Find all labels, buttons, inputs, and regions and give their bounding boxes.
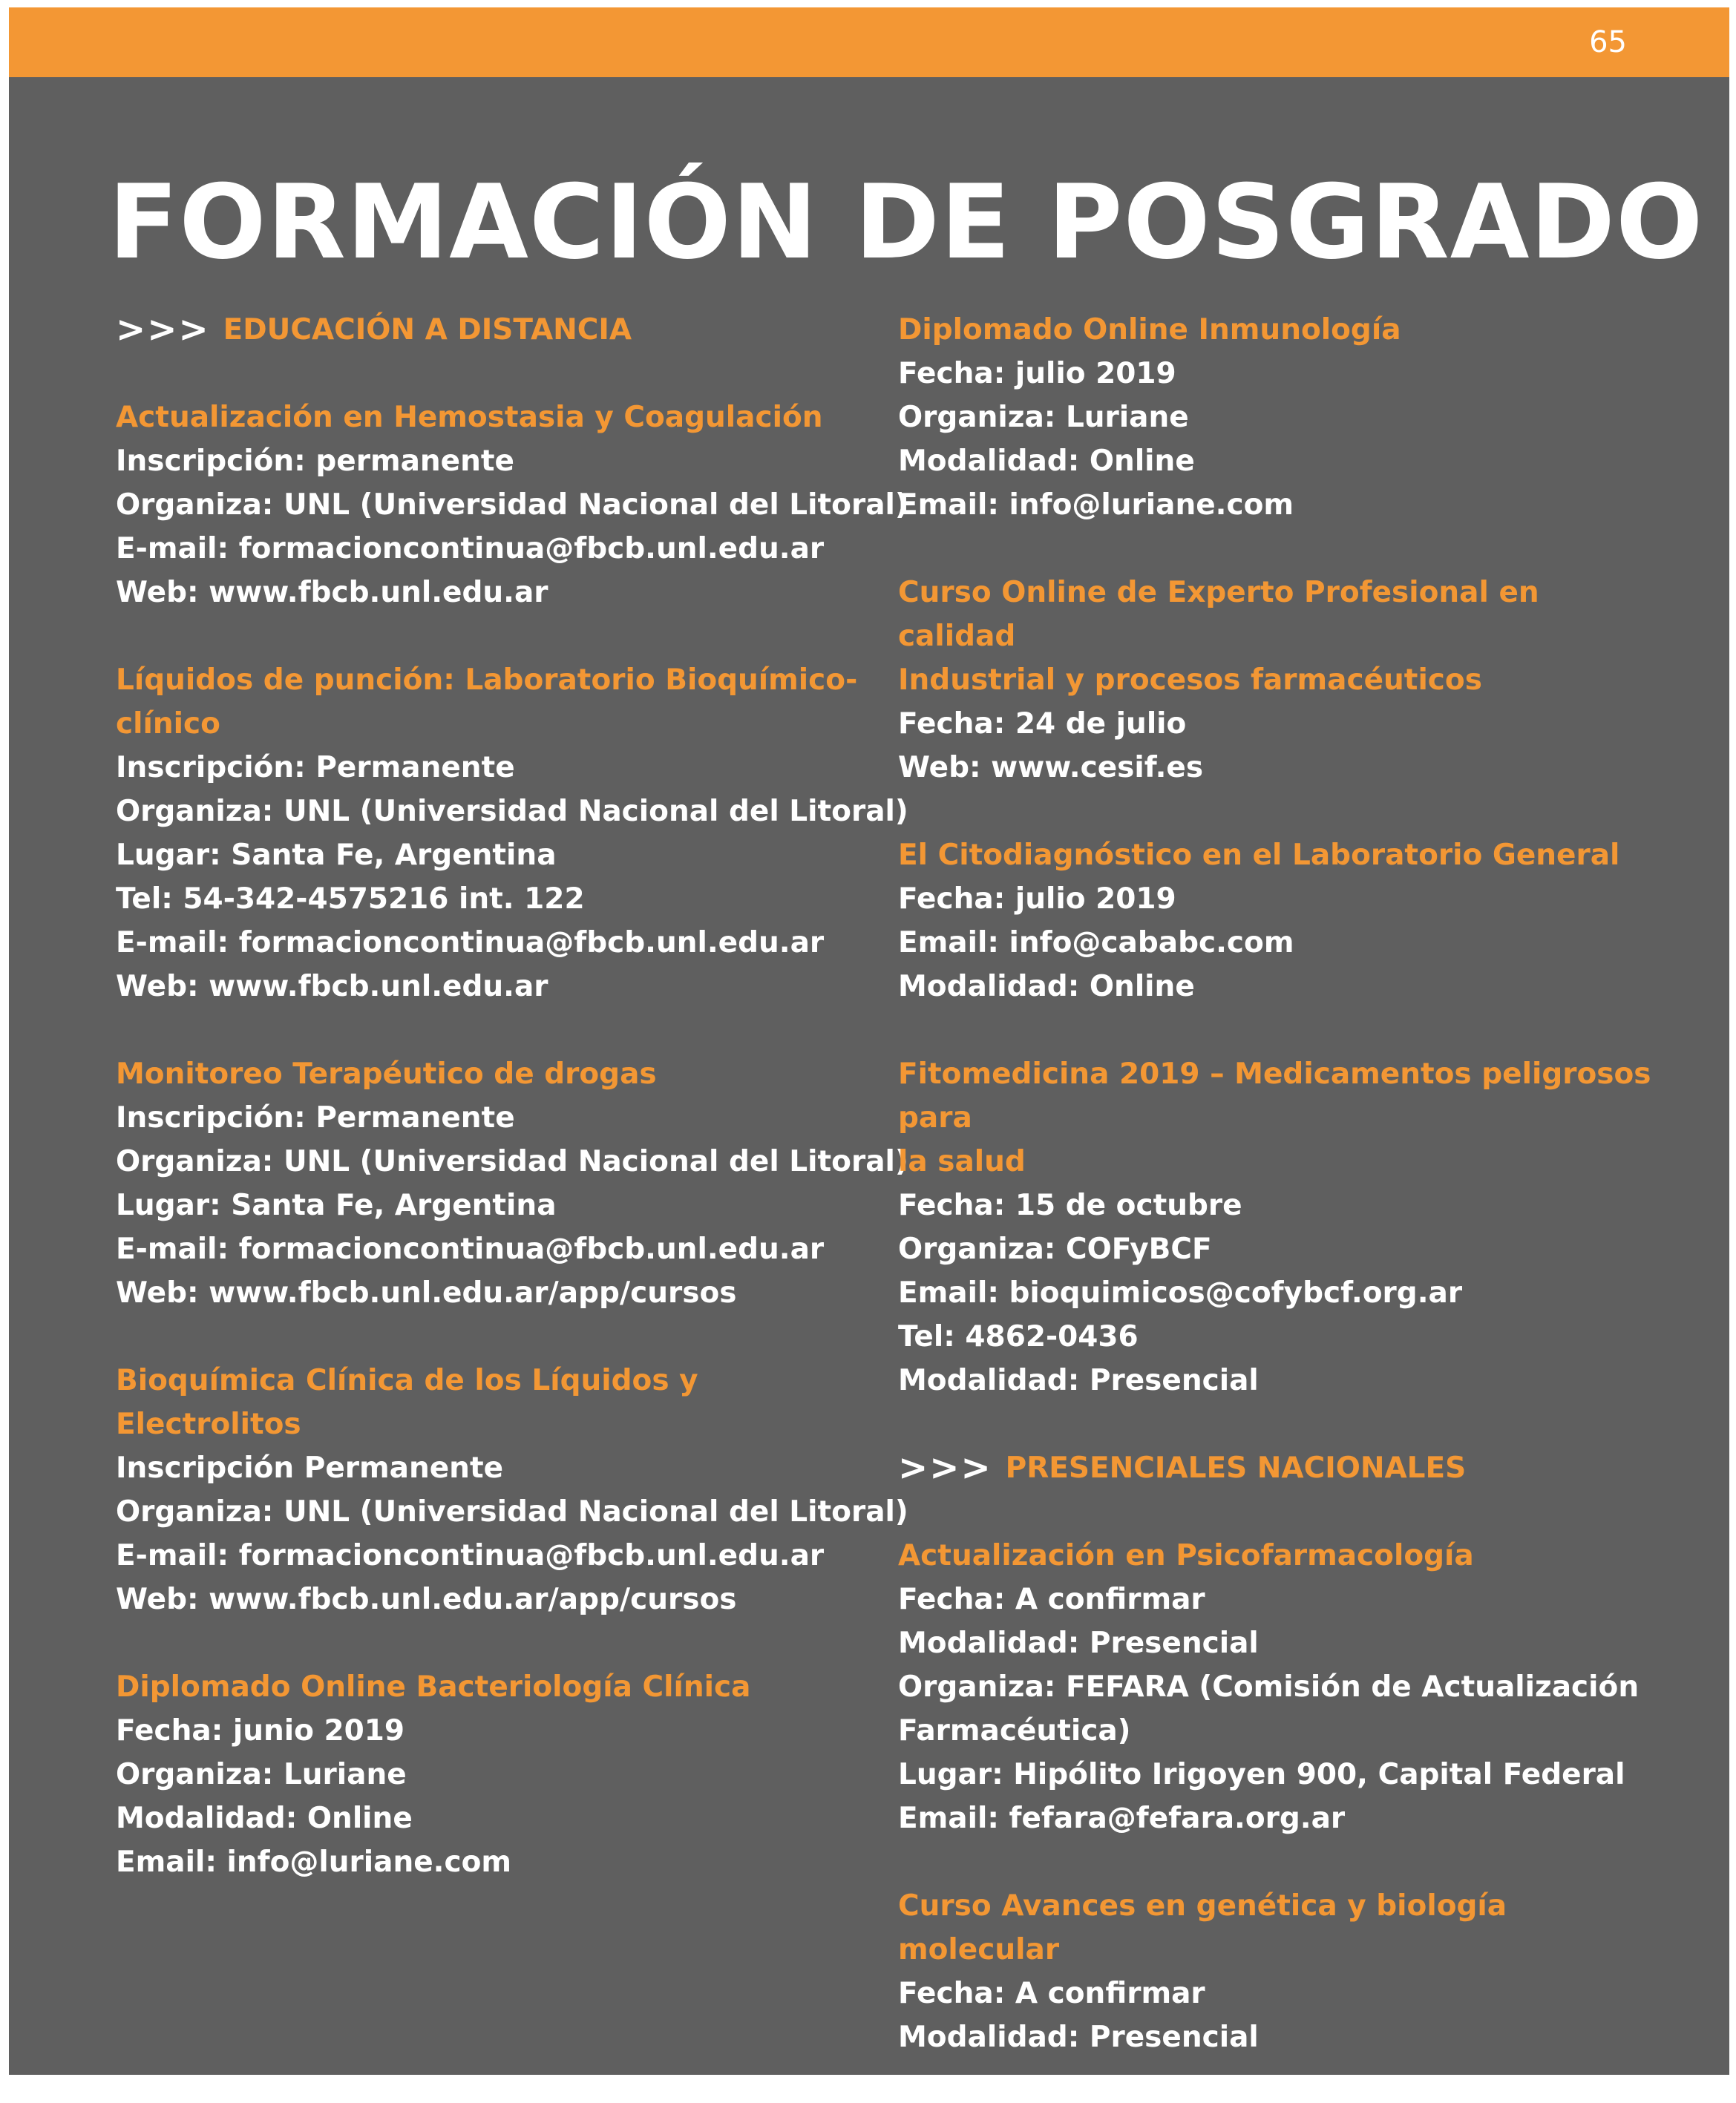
course-detail: Web: www.cesif.es [898, 751, 1204, 784]
section-heading-presencial [898, 1446, 1655, 1490]
course-title-line: Curso Avances en genética y biología molecular [898, 1889, 1507, 1966]
course-title-line: Bioquímica Clínica de los Líquidos y Electrolitos [116, 1364, 698, 1441]
page [9, 7, 1729, 2075]
course-title-line: Monitoreo Terapéutico de drogas [116, 1057, 657, 1091]
section-label: EDUCACIÓN A DISTANCIA [223, 313, 632, 347]
course-detail: Modalidad: Presencial [898, 1364, 1259, 1397]
page-number: 65 [1589, 25, 1627, 59]
course-detail: E-mail: formacioncontinua@fbcb.unl.edu.ar [116, 532, 825, 565]
course-title-line: Actualización en Psicofarmacología [898, 1539, 1474, 1572]
course-detail: Web: www.fbcb.unl.edu.ar [116, 970, 548, 1003]
section-label: PRESENCIALES NACIONALES [1005, 1451, 1467, 1485]
course-title-line: Actualización en Hemostasia y Coagulación [116, 401, 823, 434]
course-detail: E-mail: formacioncontinua@fbcb.unl.edu.ar [116, 926, 825, 959]
chevrons-icon: >>> [116, 309, 210, 350]
entry-list [898, 1534, 1655, 2059]
course-detail: Modalidad: Presencial [898, 2021, 1259, 2054]
course-detail: Tel: 54-342-4575216 int. 122 [116, 882, 585, 916]
course-detail: Organiza: Luriane [898, 401, 1189, 434]
course-detail: E-mail: formacioncontinua@fbcb.unl.edu.ar [116, 1233, 825, 1266]
course-detail: Fecha: 24 de julio [898, 707, 1187, 741]
chevrons-icon: >>> [898, 1447, 992, 1489]
course-detail: Inscripción: Permanente [116, 751, 515, 784]
course-detail: Fecha: A confirmar [898, 1977, 1205, 2010]
course-detail: Modalidad: Online [116, 1802, 413, 1835]
course-entry [116, 1052, 908, 1315]
course-entry [116, 658, 908, 1008]
course-detail: Inscripción Permanente [116, 1451, 504, 1485]
course-detail: Lugar: Hipólito Irigoyen 900, Capital Federal [898, 1758, 1625, 1791]
course-title-line: Curso Online de Experto Profesional en calidad [898, 576, 1539, 653]
course-detail: Email: fefara@fefara.org.ar [898, 1802, 1346, 1835]
course-detail: Modalidad: Presencial [898, 1627, 1259, 1660]
course-title [898, 1052, 1655, 1184]
course-detail: E-mail: formacioncontinua@fbcb.unl.edu.ar [116, 1539, 825, 1572]
course-detail: Organiza: FEFARA (Comisión de Actualización [898, 1670, 1640, 1704]
entry-list [898, 308, 1655, 1402]
course-title [898, 308, 1655, 352]
course-entry [116, 396, 908, 614]
course-detail: Email: bioquimicos@cofybcf.org.ar [898, 1276, 1463, 1310]
course-detail: Web: www.fbcb.unl.edu.ar [116, 576, 548, 609]
course-detail: Fecha: A confirmar [898, 1583, 1205, 1616]
top-bar [9, 7, 1729, 77]
course-title [116, 396, 873, 439]
course-detail: Inscripción: permanente [116, 444, 514, 478]
course-detail: Lugar: Santa Fe, Argentina [116, 839, 557, 872]
course-detail: Organiza: UNL (Universidad Nacional del Litoral) [116, 1495, 908, 1529]
course-detail: Email: info@cababc.com [898, 926, 1294, 959]
course-title-line: Líquidos de punción: Laboratorio Bioquímico- [116, 663, 858, 697]
entry-list [116, 396, 908, 1884]
course-title [898, 833, 1655, 877]
course-title-line: Industrial y procesos farmacéuticos [898, 663, 1482, 697]
course-detail: Fecha: julio 2019 [898, 882, 1176, 916]
course-detail: Organiza: UNL (Universidad Nacional del Litoral) [116, 488, 908, 522]
course-title-line: la salud [898, 1145, 1026, 1178]
course-detail: Web: www.fbcb.unl.edu.ar/app/cursos [116, 1276, 737, 1310]
course-title-line: Diplomado Online Bacteriología Clínica [116, 1670, 751, 1704]
right-column [898, 308, 1655, 2103]
course-detail: Inscripción: Permanente [116, 1101, 515, 1135]
section-heading-distance [116, 308, 873, 352]
course-title [898, 1884, 1655, 1972]
course-entry [898, 1534, 1655, 1840]
course-entry [898, 833, 1655, 1008]
course-entry [898, 1884, 1655, 2059]
course-detail: Modalidad: Online [898, 444, 1195, 478]
course-detail: Fecha: 15 de octubre [898, 1189, 1242, 1222]
course-entry [898, 571, 1655, 790]
course-detail: Organiza: UNL (Universidad Nacional del Litoral) [116, 795, 908, 828]
course-detail: Web: www.fbcb.unl.edu.ar/app/cursos [116, 1583, 737, 1616]
course-title [898, 571, 1655, 702]
course-entry [116, 1359, 908, 1621]
course-detail: Organiza: COFyBCF [898, 1233, 1212, 1266]
course-title-line: clínico [116, 707, 220, 741]
course-detail: Organiza: UNL (Universidad Nacional del Litoral) [116, 1145, 908, 1178]
course-detail: Lugar: Santa Fe, Argentina [116, 1189, 557, 1222]
course-entry [898, 308, 1655, 527]
course-title [116, 1052, 873, 1096]
course-detail: Email: info@luriane.com [898, 488, 1294, 522]
course-title-line: El Citodiagnóstico en el Laboratorio General [898, 839, 1620, 872]
course-detail: Email: info@luriane.com [116, 1846, 512, 1879]
course-entry [116, 1665, 873, 1884]
course-detail: Fecha: julio 2019 [898, 357, 1176, 390]
course-detail: Farmacéutica) [898, 1714, 1131, 1748]
course-title [116, 1665, 873, 1709]
course-title-line: Fitomedicina 2019 – Medicamentos peligrosos para [898, 1057, 1651, 1135]
course-detail: Fecha: junio 2019 [116, 1714, 405, 1748]
left-column [116, 308, 908, 1928]
course-entry [898, 1052, 1655, 1402]
course-title-line: Diplomado Online Inmunología [898, 313, 1401, 347]
course-title [116, 658, 873, 746]
course-detail: Modalidad: Online [898, 970, 1195, 1003]
course-title [898, 1534, 1655, 1578]
course-detail: Organiza: Luriane [116, 1758, 407, 1791]
course-detail: Tel: 4862-0436 [898, 1320, 1139, 1354]
page-title: FORMACIÓN DE POSGRADO [108, 163, 1704, 282]
course-title [116, 1359, 873, 1446]
